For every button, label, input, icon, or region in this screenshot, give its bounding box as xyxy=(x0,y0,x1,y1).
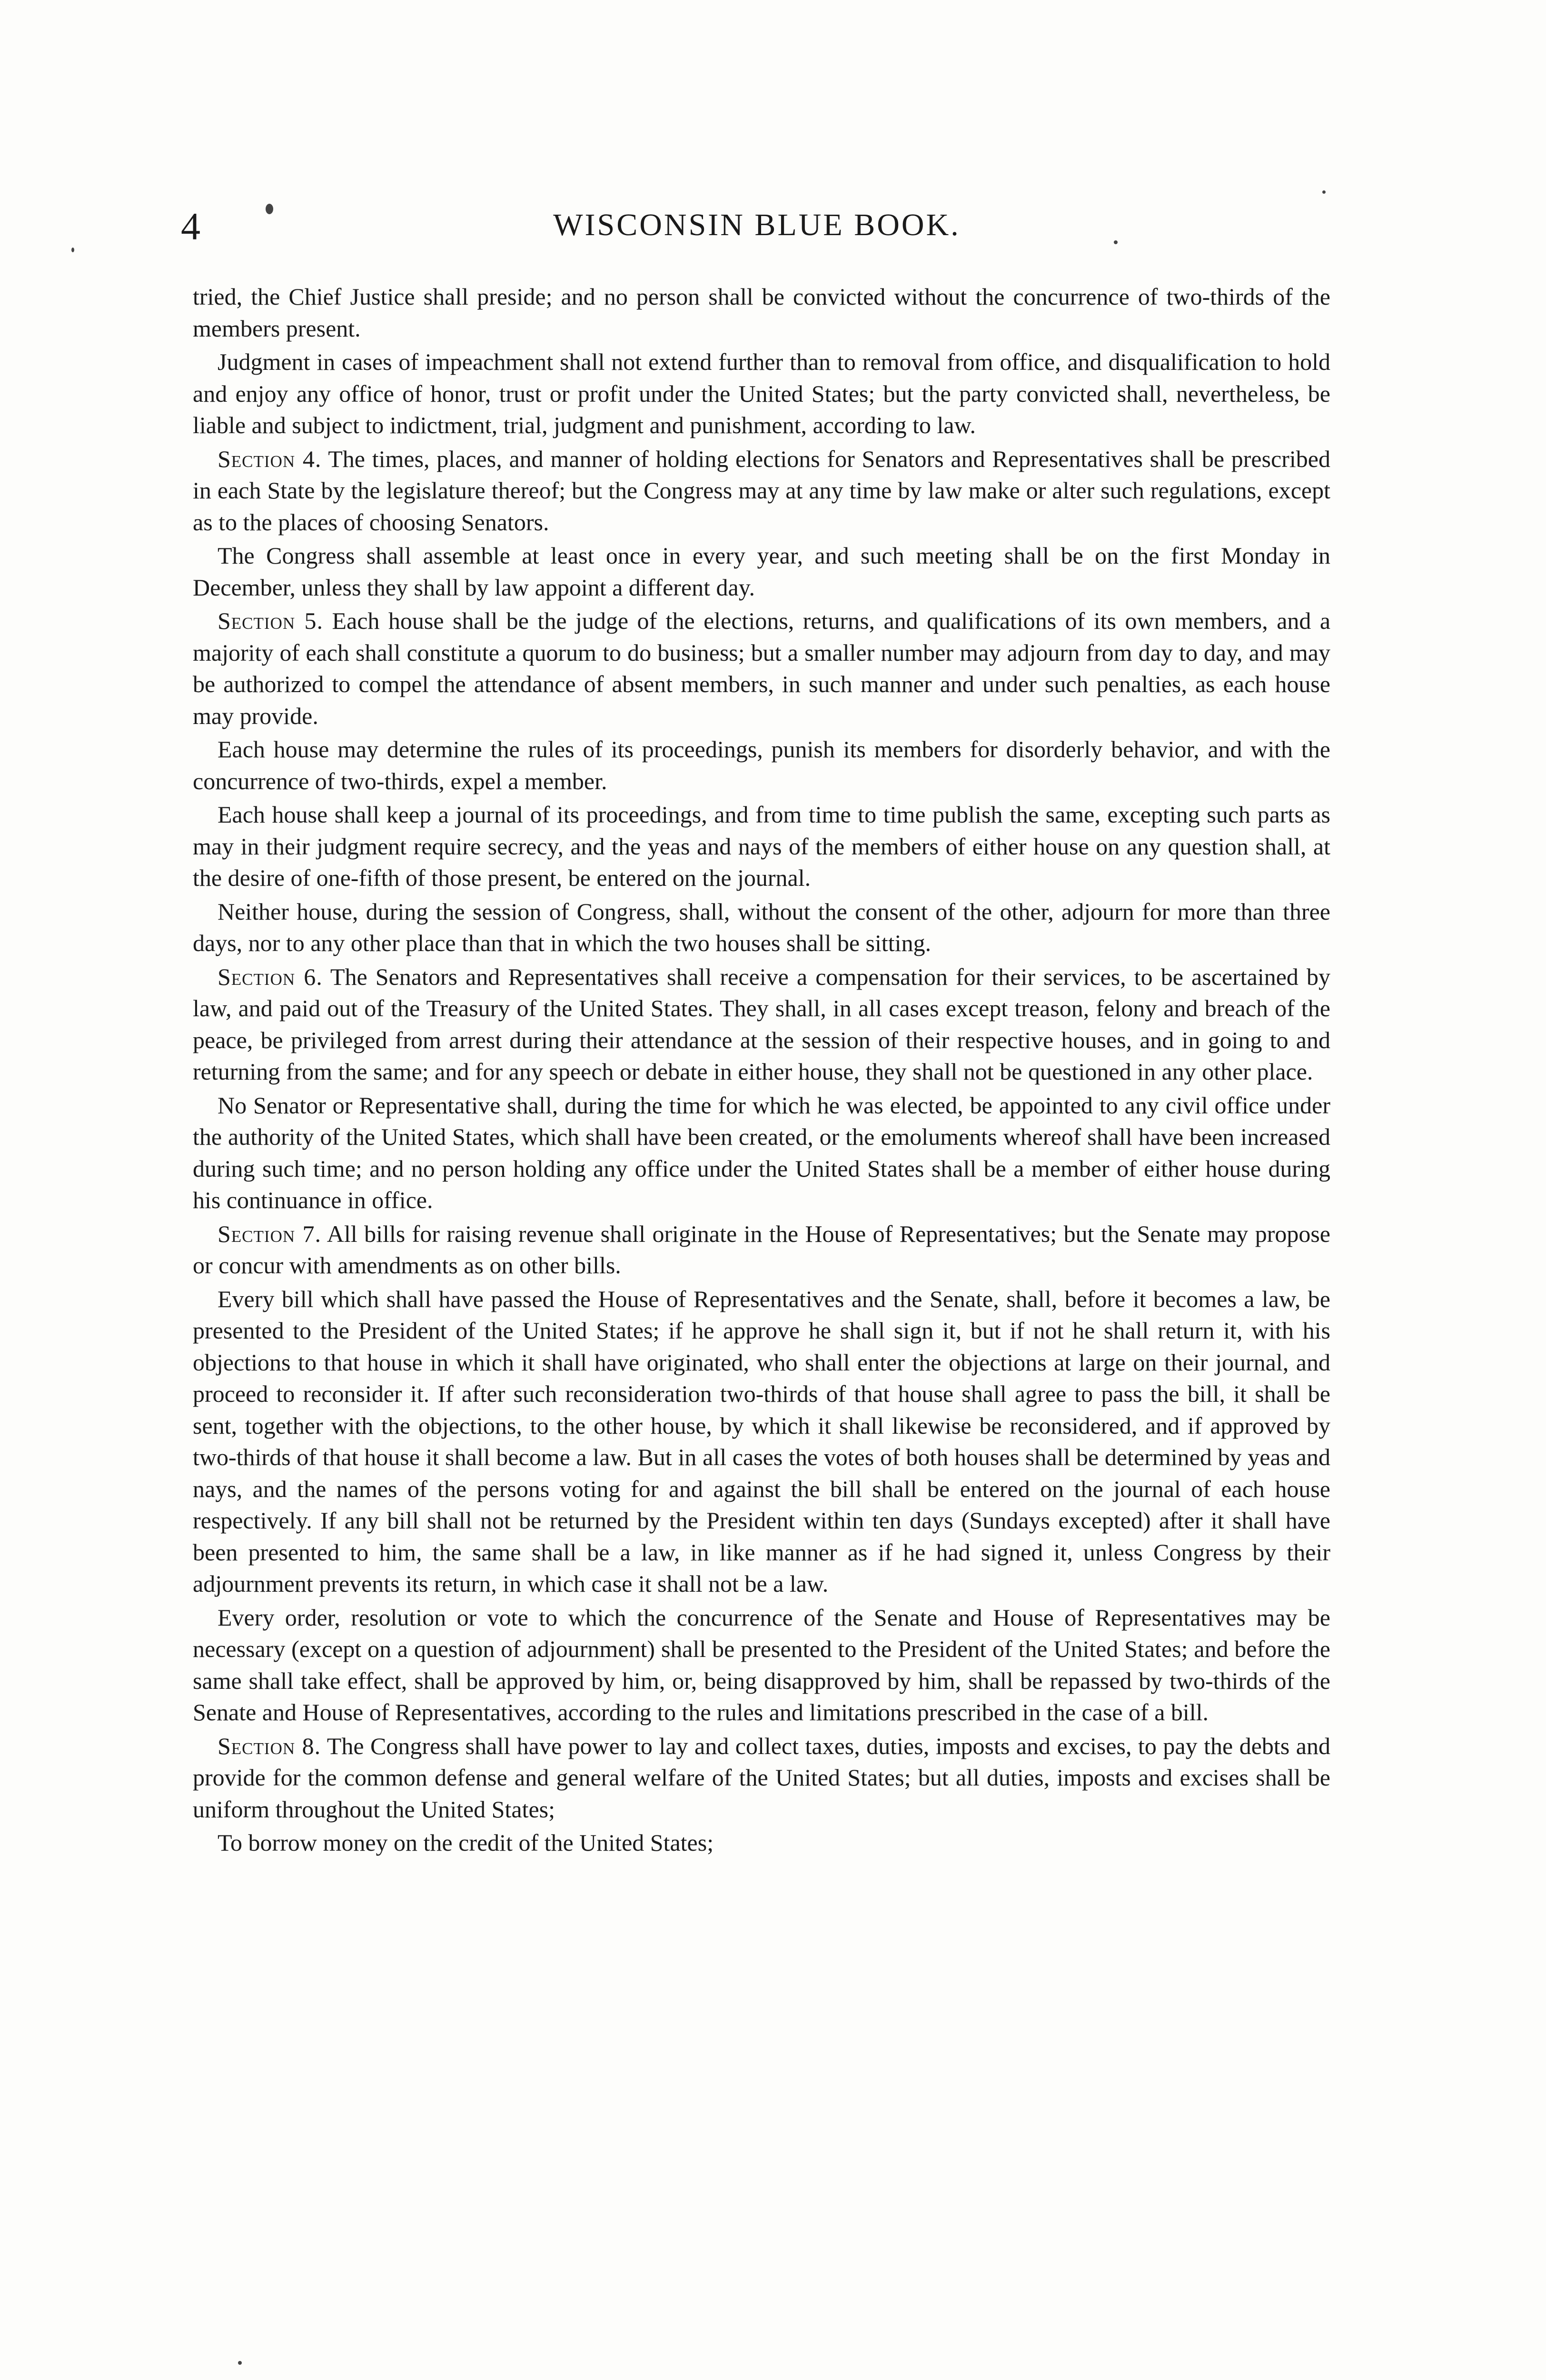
paragraph xyxy=(193,1730,1330,1825)
paragraph xyxy=(193,961,1330,1088)
section-heading: Section 7. xyxy=(218,1220,322,1247)
paragraph-text: To borrow money on the credit of the United States; xyxy=(218,1829,714,1856)
paragraph-text: The Congress shall assemble at least once in every year, and such meeting shall be on the first Monday in December, unless they shall by law appoint a different day. xyxy=(193,542,1330,601)
paragraph-text: Each house shall keep a journal of its proceedings, and from time to time publish the same, excepting such parts as may in their judgment require secrecy, and the yeas and nays of the members of either house on any question shall, at the desire of one-fifth of those present, be entered on the journal. xyxy=(193,801,1330,891)
paragraph xyxy=(193,281,1330,344)
running-title: WISCONSIN BLUE BOOK. xyxy=(553,208,961,242)
paragraph xyxy=(193,346,1330,441)
paragraph xyxy=(193,896,1330,959)
paragraph-text: tried, the Chief Justice shall preside; and no person shall be convicted without the concurrence of two-thirds of the members present. xyxy=(193,283,1330,342)
paragraph xyxy=(193,799,1330,894)
section-heading: Section 5. xyxy=(218,607,324,634)
paragraph-text: All bills for raising revenue shall originate in the House of Representatives; but the Senate may propose or concur with amendments as on other bills. xyxy=(193,1220,1330,1279)
ink-speck xyxy=(238,2361,242,2365)
section-heading: Section 4. xyxy=(218,445,322,472)
paragraph-text: Neither house, during the session of Congress, shall, without the consent of the other, adjourn for more than three days, nor to any other place than that in which the two houses shall be sitting. xyxy=(193,898,1330,956)
paragraph-text: The Senators and Representatives shall receive a compensation for their services, to be ascertained by law, and paid out of the Treasury of the United States. They shall, in all cases except treason, felony and breach of the peace, be privileged from arrest during their attendance at the session of their respective houses, and in going to and returning from the same; and for any speech or debate in either house, they shall not be questioned in any other place. xyxy=(193,963,1330,1085)
body-text xyxy=(193,281,1330,1861)
paragraph-text: The Congress shall have power to lay and collect taxes, duties, imposts and excises, to pay the debts and provide for the common defense and general welfare of the United States; but all duties, imposts and excises shall be uniform throughout the United States; xyxy=(193,1732,1330,1823)
page-header xyxy=(181,202,1333,278)
paragraph xyxy=(193,1090,1330,1216)
paragraph xyxy=(193,605,1330,732)
paragraph xyxy=(193,1283,1330,1600)
paragraph-text: Each house shall be the judge of the elections, returns, and qualifications of its own members, and a majority of each shall constitute a quorum to do business; but a smaller number may adjourn from day to day, and may be authorized to compel the attendance of absent members, in such manner and under such penalties, as each house may provide. xyxy=(193,607,1331,729)
paragraph xyxy=(193,1218,1330,1281)
ink-speck xyxy=(1322,190,1326,194)
paragraph-text: The times, places, and manner of holding elections for Senators and Representatives shall be prescribed in each State by the legislature thereof; but the Congress may at any time by law make or alter such regulations, except as to the places of choosing Senators. xyxy=(193,445,1330,536)
section-heading: Section 8. xyxy=(218,1732,321,1759)
paragraph xyxy=(193,443,1330,538)
paragraph xyxy=(193,540,1330,603)
paragraph-text: Every order, resolution or vote to which the concurrence of the Senate and House of Representatives may be necessary (except on a question of adjournment) shall be presented to the President of the United States; and before the same shall take effect, shall be approved by him, or, being disapproved by him, shall be repassed by two-thirds of the Senate and House of Representatives, according to the rules and limitations prescribed in the case of a bill. xyxy=(193,1604,1330,1726)
ink-speck xyxy=(71,248,74,252)
paragraph xyxy=(193,1602,1330,1728)
paragraph-text: Each house may determine the rules of its proceedings, punish its members for disorderly behavior, and with the concurrence of two-thirds, expel a member. xyxy=(193,736,1330,794)
paragraph-text: Every bill which shall have passed the House of Representatives and the Senate, shall, before it becomes a law, be presented to the President of the United States; if he approve he shall sign it, but if not he shall return it, with his objections to that house in which it shall have originated, who shall enter the objections at large on their journal, and proceed to reconsider it. If after such reconsideration two-thirds of that house shall agree to pass the bill, it shall be sent, together with the objections, to the other house, by which it shall likewise be reconsidered, and if approved by two-thirds of that house it shall become a law. But in all cases the votes of both houses shall be determined by yeas and nays, and the names of the persons voting for and against the bill shall be entered on the journal of each house respectively. If any bill shall not be returned by the President within ten days (Sundays excepted) after it shall have been presented to him, the same shall be a law, in like manner as if he had signed it, unless Congress by their adjournment prevents its return, in which case it shall not be a law. xyxy=(193,1285,1330,1597)
paragraph xyxy=(193,734,1330,797)
paragraph-text: Judgment in cases of impeachment shall not extend further than to removal from office, and disqualification to hold and enjoy any office of honor, trust or profit under the United States; but the party convicted shall, nevertheless, be liable and subject to indictment, trial, judgment and punishment, according to law. xyxy=(193,348,1330,438)
paragraph-text: No Senator or Representative shall, during the time for which he was elected, be appointed to any civil office under the authority of the United States, which shall have been created, or the emoluments whereof shall have been increased during such time; and no person holding any office under the United States shall be a member of either house during his continuance in office. xyxy=(193,1091,1330,1213)
section-heading: Section 6. xyxy=(218,963,323,990)
paragraph xyxy=(193,1827,1330,1859)
page-number: 4 xyxy=(181,205,200,248)
